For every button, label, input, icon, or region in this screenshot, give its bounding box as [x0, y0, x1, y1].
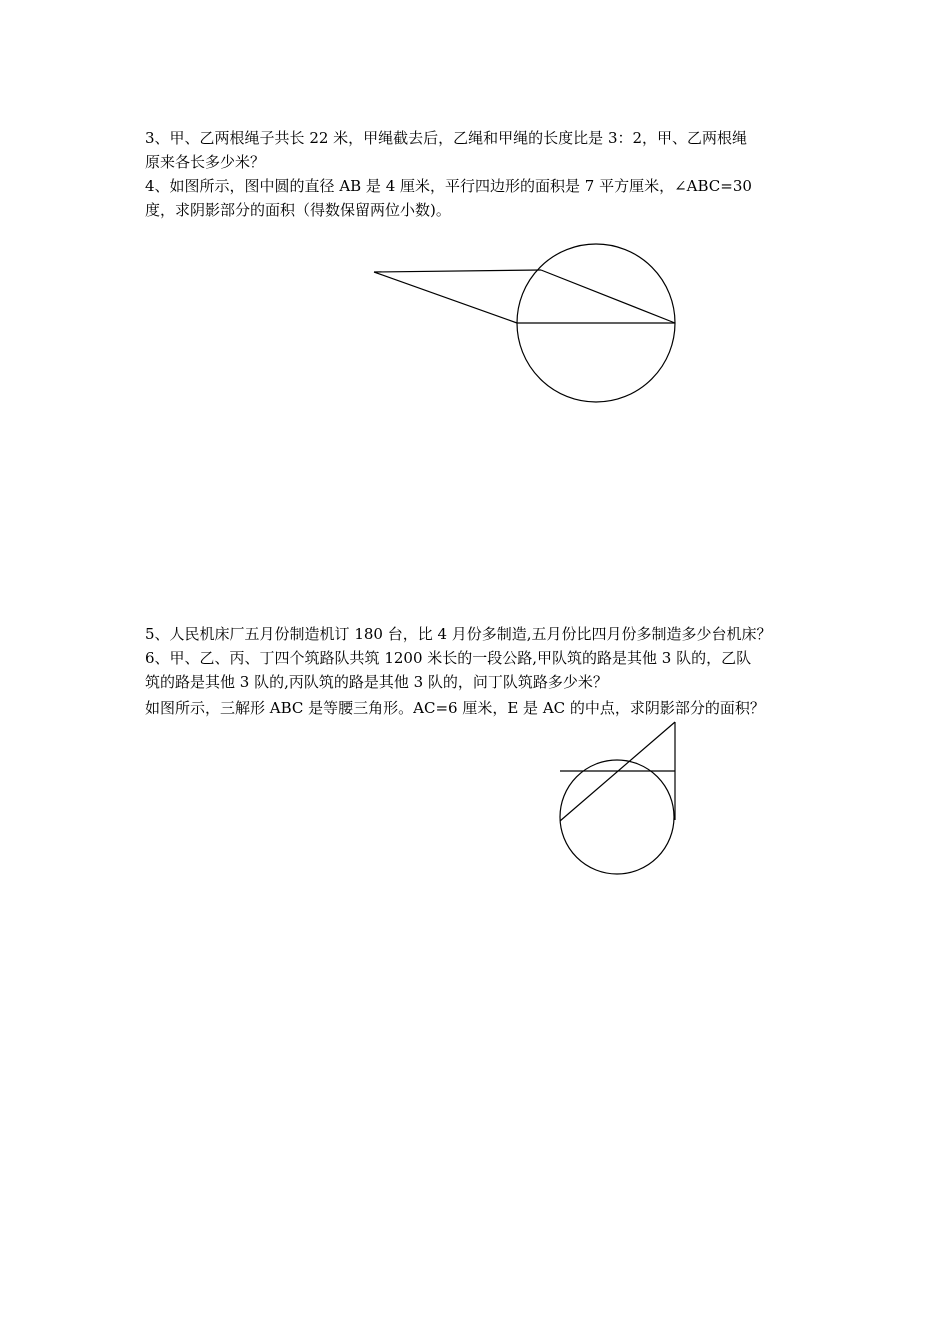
figure-circle-triangle [550, 715, 690, 885]
question-4-line-1: 4、如图所示，图中圆的直径 AB 是 4 厘米，平行四边形的面积是 7 平方厘米，∠ABC=30 [145, 177, 752, 195]
question-6-line-2: 筑的路是其他 3 队的,丙队筑的路是其他 3 队的，问丁队筑路多少米？ [145, 673, 608, 691]
question-4-line-2: 度，求阴影部分的面积（得数保留两位小数)。 [145, 201, 451, 219]
question-3-line-2: 原来各长多少米？ [145, 153, 266, 171]
question-5-line-1: 5、人民机床厂五月份制造机订 180 台，比 4 月份多制造,五月份比四月份多制造多少台机床？ [145, 625, 772, 643]
question-6-line-1: 6、甲、乙、丙、丁四个筑路队共筑 1200 米长的一段公路,甲队筑的路是其他 3 队的，乙队 [145, 649, 752, 667]
question-7-line-1: 如图所示，三解形 ABC 是等腰三角形。AC=6 厘米，E 是 AC 的中点，求阴影部分的面积？ [145, 699, 765, 717]
figure-1-top-edge [374, 270, 541, 272]
figure-2-circle [560, 760, 674, 874]
question-3-line-1: 3、甲、乙两根绳子共长 22 米，甲绳截去后，乙绳和甲绳的长度比是 3：2，甲、乙两根绳 [145, 129, 748, 147]
figure-circle-parallelogram [360, 240, 690, 410]
figure-1-left-edge [374, 272, 517, 323]
figure-1-chord [541, 270, 675, 323]
